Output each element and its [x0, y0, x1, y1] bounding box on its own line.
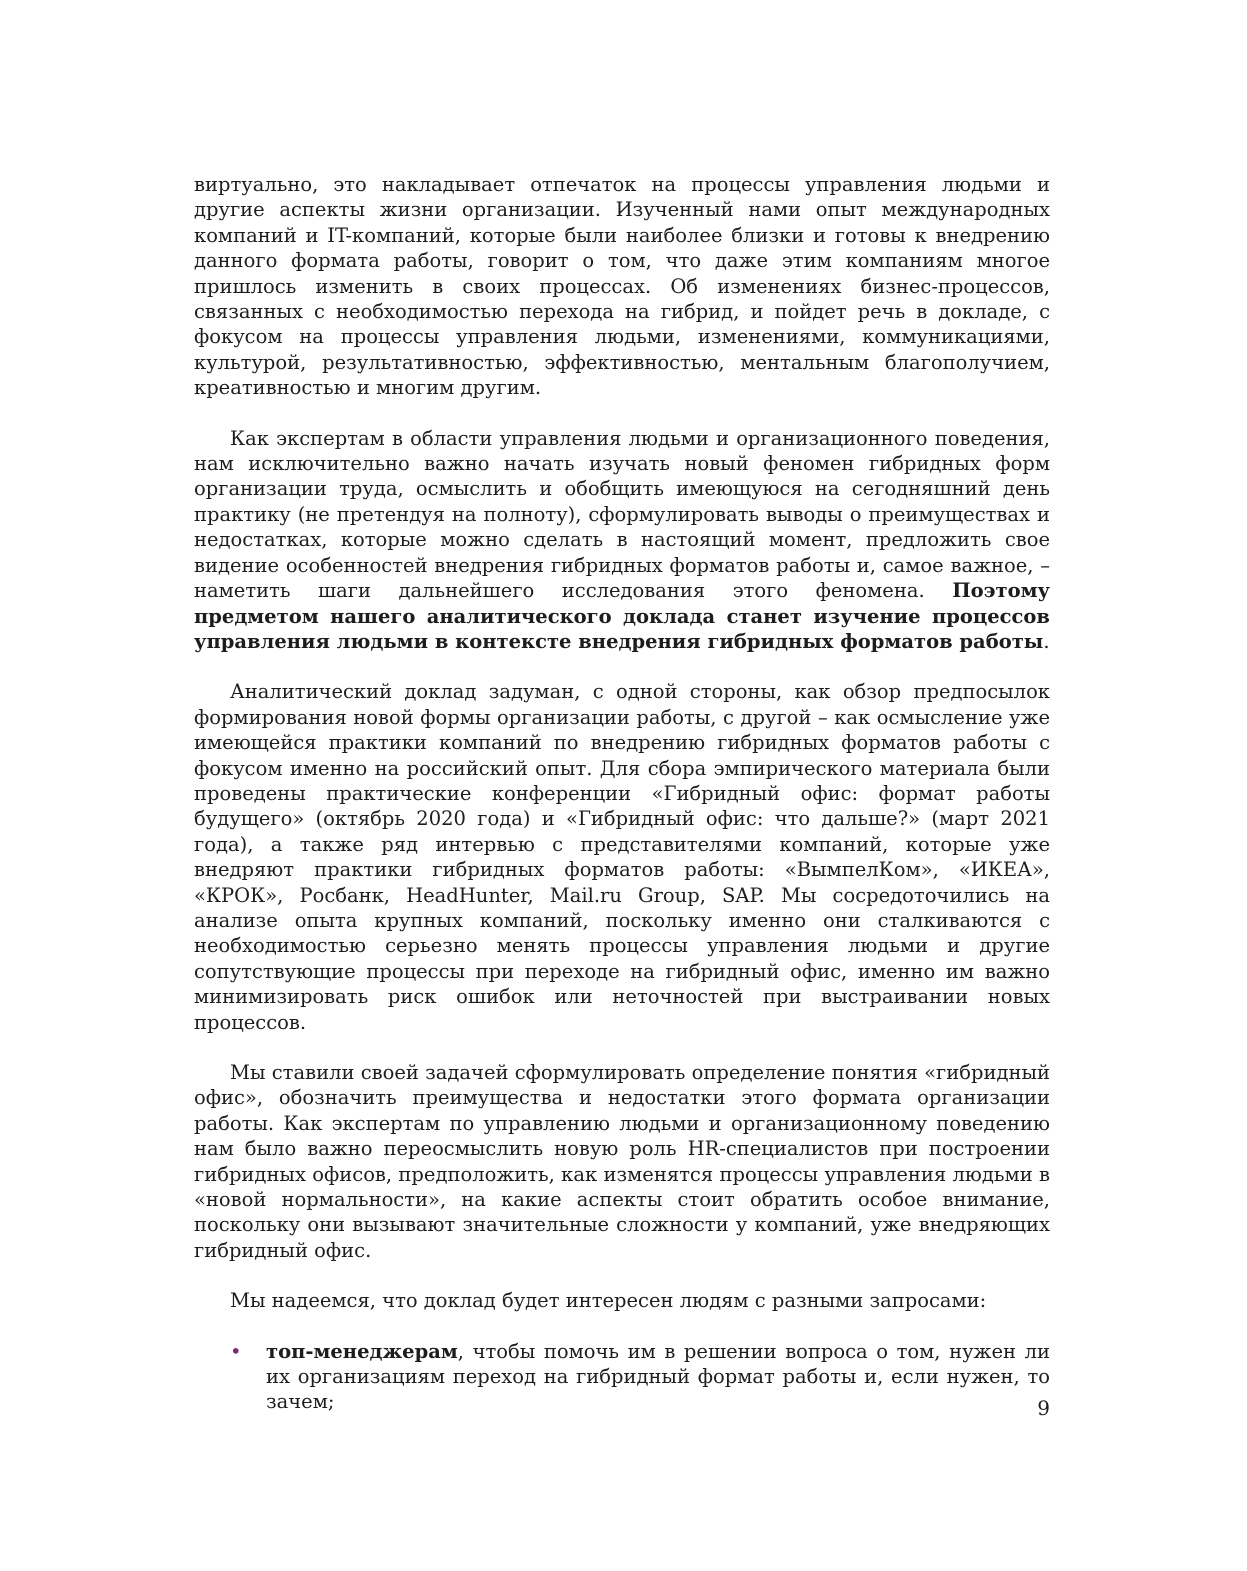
paragraph-1	[194, 172, 1050, 401]
paragraph-2-bold: Поэтому предметом нашего аналитического доклада станет изучение процессов управления людьми в контексте внедрения гибридных форматов работы	[194, 579, 1051, 653]
page-number: 9	[1037, 1396, 1050, 1420]
paragraph-5	[194, 1288, 1050, 1313]
bullet-icon: •	[230, 1339, 242, 1363]
list-item	[194, 1339, 1050, 1415]
paragraph-2-tail: .	[1043, 629, 1050, 653]
paragraph-3-text: Аналитический доклад задуман, с одной стороны, как обзор предпосылок формирования новой формы организации работы, с другой – как осмысление уже имеющейся практики компаний по внедрению гибридных форматов работы с фокусом именно на российский опыт. Для сбора эмпирического материала были проведены практические конференции «Гибридный офис: формат работы будущего» (октябрь 2020 года) и «Гибридный офис: что дальше?» (март 2021 года), а также ряд интервью с представителями компаний, которые уже внедряют практики гибридных форматов работы: «ВымпелКом», «ИКЕА», «КРОК», Росбанк, HeadHunter, Mail.ru Group, SAP. Мы сосредоточились на анализе опыта крупных компаний, поскольку именно они сталкиваются с необходимостью серьезно менять процессы управления людьми и другие сопутствующие процессы при переходе на гибридный офис, именно им важно минимизировать риск ошибок или неточностей при выстраивании новых процессов.	[194, 680, 1050, 1034]
paragraph-4	[194, 1060, 1050, 1263]
paragraph-4-text: Мы ставили своей задачей сформулировать определение понятия «гибридный офис», обозначить преимущества и недостатки этого формата организации работы. Как экспертам по управлению людьми и организационному поведению нам было важно переосмыслить новую роль HR-специалистов при построении гибридных офисов, предположить, как изменятся процессы управления людьми в «новой нормальности», на какие аспекты стоит обратить особое внимание, поскольку они вызывают значительные сложности у компаний, уже внедряющих гибридный офис.	[194, 1061, 1050, 1262]
body-text	[194, 172, 1050, 1415]
paragraph-1-text: виртуально, это накладывает отпечаток на процессы управления людьми и другие аспекты жизни организации. Изученный нами опыт международных компаний и IT-компаний, которые были наиболее близки и готовы к внедрению данного формата работы, говорит о том, что даже этим компаниям многое пришлось изменить в своих процессах. Об изменениях бизнес-процессов, связанных с необходимостью перехода на гибрид, и пойдет речь в докладе, с фокусом на процессы управления людьми, изменениями, коммуникациями, культурой, результативностью, эффективностью, ментальным благополучием, креативностью и многим другим.	[194, 173, 1050, 400]
paragraph-5-text: Мы надеемся, что доклад будет интересен людям с разными запросами:	[230, 1289, 987, 1313]
list-item-bold: топ-менеджерам	[266, 1339, 458, 1363]
paragraph-3	[194, 679, 1050, 1035]
paragraph-2	[194, 426, 1050, 655]
list-item-text: , чтобы помочь им в решении вопроса о том, нужен ли их организациям переход на гибридный формат работы и, если нужен, то зачем;	[266, 1339, 1050, 1414]
paragraph-2-text: Как экспертам в области управления людьми и организационного поведения, нам исключительно важно начать изучать новый феномен гибридных форм организации труда, осмыслить и обобщить имеющуюся на сегодняшний день практику (не претендуя на полноту), сформулировать выводы о преимуществах и недостатках, которые можно сделать в настоящий момент, предложить свое видение особенностей внедрения гибридных форматов работы и, самое важное, – наметить шаги дальнейшего исследования этого феномена.	[194, 426, 1050, 603]
audience-list	[194, 1339, 1050, 1415]
